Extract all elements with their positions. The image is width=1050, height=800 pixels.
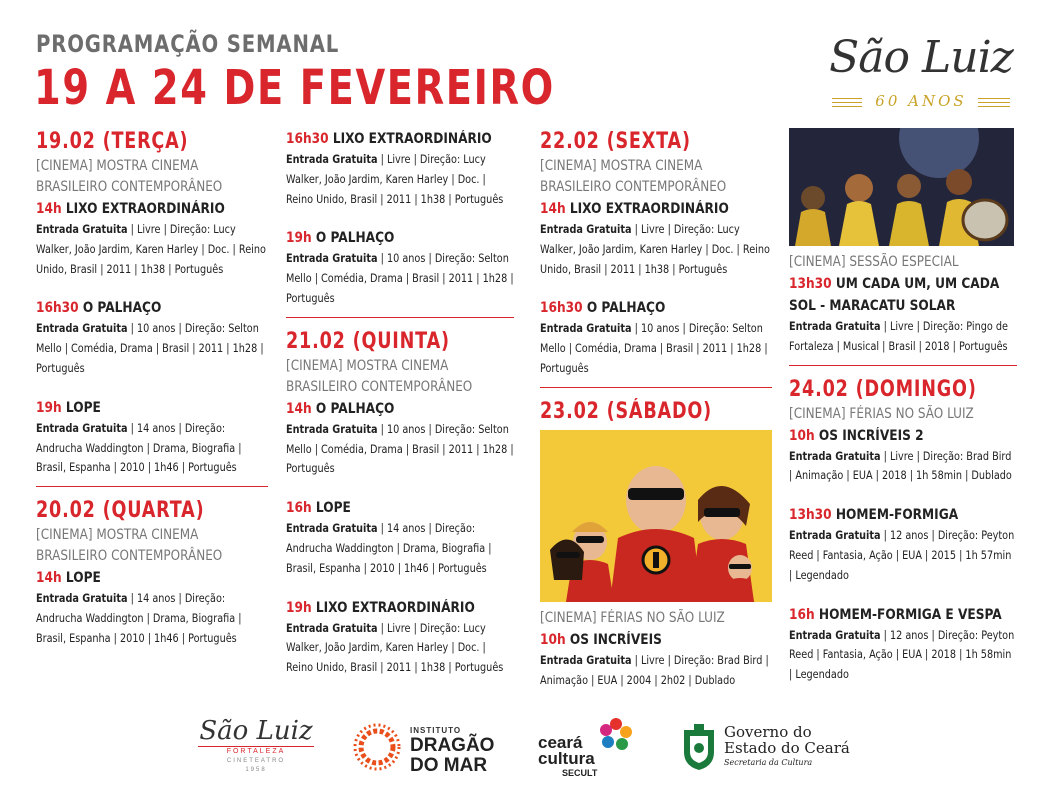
event-name: LOPE xyxy=(65,399,101,416)
event xyxy=(286,227,514,308)
event-name: LOPE xyxy=(65,570,101,587)
header-subtitle: PROGRAMAÇÃO SEMANAL xyxy=(36,30,340,58)
event-details: | 10 anos | Direção: Selton Mello | Comédia, Drama | Brasil | 2011 | 1h28 | Português xyxy=(540,321,768,375)
event-entry: Entrada Gratuita xyxy=(789,319,881,333)
event xyxy=(540,629,772,691)
event-details: | 12 anos | Direção: Peyton Reed | Fantasia, Ação | EUA | 2018 | 1h 58min | Legendado xyxy=(789,627,1015,682)
event-title xyxy=(36,567,270,589)
day-heading: 20.02 (QUARTA) xyxy=(36,498,205,524)
event-name: OS INCRÍVEIS xyxy=(569,631,662,648)
event-details: | Livre | Direção: Brad Bird | Animação | EUA | 2018 | 1h 58min | Dublado xyxy=(789,448,1012,483)
ceara-line3: SECULT xyxy=(562,768,598,778)
event-entry: Entrada Gratuita xyxy=(286,521,378,536)
logo-script: São Luiz xyxy=(829,32,1013,83)
event-entry: Entrada Gratuita xyxy=(286,152,378,166)
event-name: UM CADA UM, UM CADA SOL - MARACATU SOLAR xyxy=(789,276,1000,314)
divider xyxy=(789,365,1017,366)
event-time: 16h xyxy=(286,500,312,517)
event-details: | 10 anos | Direção: Selton Mello | Comédia, Drama | Brasil | 2011 | 1h28 | Português xyxy=(286,251,514,305)
day-heading: 19.02 (TERÇA) xyxy=(36,129,189,154)
category: [CINEMA] FÉRIAS NO SÃO LUIZ xyxy=(540,609,725,626)
footer-logo-sub1: FORTALEZA xyxy=(198,746,314,757)
event-time: 16h30 xyxy=(286,131,329,147)
event-title xyxy=(286,597,516,619)
event-info xyxy=(286,519,515,578)
event xyxy=(789,504,1017,585)
event-entry: Entrada Gratuita xyxy=(540,222,632,236)
event xyxy=(36,198,268,279)
event-name: LIXO EXTRAORDINÁRIO xyxy=(332,131,492,147)
event-time: 10h xyxy=(540,631,566,648)
event xyxy=(286,128,514,209)
category: [CINEMA] MOSTRA CINEMA BRASILEIRO CONTEMPORÂNEO xyxy=(36,527,223,565)
category: [CINEMA] SESSÃO ESPECIAL xyxy=(789,254,959,270)
maracatu-illustration xyxy=(789,128,1014,246)
event-title xyxy=(540,297,774,319)
event-entry: Entrada Gratuita xyxy=(36,591,128,606)
event-entry: Entrada Gratuita xyxy=(36,222,128,236)
ceara-line1: ceará xyxy=(538,733,583,752)
event-entry: Entrada Gratuita xyxy=(789,627,881,642)
day-heading: 23.02 (SÁBADO) xyxy=(540,398,712,424)
sao-luiz-60-logo xyxy=(826,30,1016,116)
flower-icon xyxy=(598,716,634,752)
governo-line2: Estado do Ceará xyxy=(724,739,850,757)
event-details: | 12 anos | Direção: Peyton Reed | Fantasia, Ação | EUA | 2015 | 1h 57min | Legendado xyxy=(789,528,1015,582)
event xyxy=(286,398,514,479)
event-info xyxy=(789,526,1018,585)
event-entry: Entrada Gratuita xyxy=(789,528,881,543)
dragao-line1: INSTITUTO xyxy=(410,726,462,735)
event-info xyxy=(36,589,269,648)
event xyxy=(789,273,1017,357)
event-entry: Entrada Gratuita xyxy=(36,321,128,336)
event-title xyxy=(540,629,774,651)
event-info xyxy=(789,317,1018,357)
column-1 xyxy=(36,128,268,667)
column-3 xyxy=(540,128,772,708)
event-details: | 10 anos | Direção: Selton Mello | Comédia, Drama | Brasil | 2011 | 1h28 | Português xyxy=(286,421,514,476)
event-time: 14h xyxy=(540,201,566,217)
category: [CINEMA] MOSTRA CINEMA BRASILEIRO CONTEMPORÂNEO xyxy=(36,158,223,195)
incredibles-image xyxy=(540,430,772,602)
event-name: LIXO EXTRAORDINÁRIO xyxy=(315,599,475,616)
event-name: HOMEM-FORMIGA xyxy=(835,507,959,524)
divider xyxy=(36,486,268,487)
event-info xyxy=(286,420,515,479)
event-details: | 14 anos | Direção: Andrucha Waddington | Drama, Biografia | Brasil, Espanha | 2010 | 1h46 | Português xyxy=(286,521,492,575)
day-heading: 21.02 (QUINTA) xyxy=(286,328,450,354)
event-details: | Livre | Direção: Lucy Walker, João Jardim, Karen Harley | Doc. | Reino Unido, Brasil | 2011 | 1h38 | Português xyxy=(286,620,504,675)
event-entry: Entrada Gratuita xyxy=(286,620,378,635)
event-details: | 14 anos | Direção: Andrucha Waddington | Drama, Biografia | Brasil, Espanha | 2010 | 1h46 | Português xyxy=(36,420,242,475)
event-title xyxy=(789,604,1019,626)
event-entry: Entrada Gratuita xyxy=(286,251,378,266)
dragao-do-mar-logo xyxy=(352,716,502,778)
event-title xyxy=(789,273,1019,317)
event-name: O PALHAÇO xyxy=(315,230,395,247)
event-info xyxy=(540,651,773,691)
divider xyxy=(540,387,772,388)
footer-logo-sub3: 1958 xyxy=(245,767,267,773)
event-time: 10h xyxy=(789,427,815,444)
category: [CINEMA] MOSTRA CINEMA BRASILEIRO CONTEMPORÂNEO xyxy=(286,357,473,395)
event-name: O PALHAÇO xyxy=(315,400,395,417)
event-details: | Livre | Direção: Brad Bird | Animação | EUA | 2004 | 2h02 | Dublado xyxy=(540,652,769,687)
event-entry: Entrada Gratuita xyxy=(540,652,632,667)
event-title xyxy=(286,227,516,249)
event-name: LIXO EXTRAORDINÁRIO xyxy=(569,201,729,217)
event xyxy=(286,597,514,678)
event-time: 19h xyxy=(286,230,312,247)
event-time: 19h xyxy=(286,599,312,616)
governo-line1: Governo do xyxy=(724,723,812,741)
event-time: 14h xyxy=(36,201,62,217)
event xyxy=(540,297,772,378)
event-title xyxy=(789,504,1019,526)
event-time: 19h xyxy=(36,399,62,416)
event-name: HOMEM-FORMIGA E VESPA xyxy=(818,606,1002,623)
event-entry: Entrada Gratuita xyxy=(789,448,881,463)
event xyxy=(36,397,268,478)
day-heading: 24.02 (DOMINGO) xyxy=(789,376,977,402)
event-details: | Livre | Direção: Lucy Walker, João Jardim, Karen Harley | Doc. | Reino Unido, Brasil | 2011 | 1h38 | Português xyxy=(540,222,770,276)
event-title xyxy=(540,198,774,220)
event-title xyxy=(286,128,516,150)
event-title xyxy=(36,297,270,319)
event-details: | Livre | Direção: Lucy Walker, João Jardim, Karen Harley | Doc. | Reino Unido, Brasil | 2011 | 1h38 | Português xyxy=(36,222,266,276)
page-title: 19 A 24 DE FEVEREIRO xyxy=(34,60,555,116)
sun-ring-icon xyxy=(352,722,402,772)
event-entry: Entrada Gratuita xyxy=(286,421,378,436)
event-entry: Entrada Gratuita xyxy=(540,321,632,336)
event-info xyxy=(286,249,515,308)
event-entry: Entrada Gratuita xyxy=(36,420,128,435)
event-info xyxy=(540,220,773,279)
category: [CINEMA] FÉRIAS NO SÃO LUIZ xyxy=(789,405,974,422)
dragao-line2: DRAGÃO xyxy=(410,735,495,756)
event-info xyxy=(286,619,515,678)
coat-of-arms-icon xyxy=(680,722,718,772)
event-info xyxy=(286,150,515,209)
ceara-cultura-logo xyxy=(538,716,638,782)
divider xyxy=(286,317,514,318)
event-time: 13h30 xyxy=(789,276,832,292)
event xyxy=(36,567,268,648)
event-time: 14h xyxy=(36,570,62,587)
event-details: | Livre | Direção: Pingo de Fortaleza | Musical | Brasil | 2018 | Português xyxy=(789,319,1009,353)
category: [CINEMA] MOSTRA CINEMA BRASILEIRO CONTEMPORÂNEO xyxy=(540,158,727,195)
column-2 xyxy=(286,128,514,696)
maracatu-photo xyxy=(789,128,1014,246)
event-info xyxy=(36,419,269,478)
event-info xyxy=(540,319,773,378)
governo-line3: Secretaria da Cultura xyxy=(724,758,813,767)
footer-logo-script: São Luiz xyxy=(199,716,313,746)
footer-logos xyxy=(0,708,1050,788)
event-info xyxy=(36,319,269,378)
event xyxy=(540,198,772,279)
event-title xyxy=(36,198,270,220)
incredibles-illustration xyxy=(540,430,772,602)
event xyxy=(286,497,514,578)
event-details: | 14 anos | Direção: Andrucha Waddington | Drama, Biografia | Brasil, Espanha | 2010 | 1h46 | Português xyxy=(36,591,242,645)
ceara-line2: cultura xyxy=(538,749,595,768)
event-time: 14h xyxy=(286,400,312,417)
event-title xyxy=(36,397,270,419)
day-heading: 22.02 (SEXTA) xyxy=(540,129,691,154)
dragao-line3: DO MAR xyxy=(410,755,488,776)
event xyxy=(789,425,1017,487)
event-info xyxy=(789,626,1018,685)
event-title xyxy=(286,497,516,519)
event-name: O PALHAÇO xyxy=(82,300,162,317)
event-name: LIXO EXTRAORDINÁRIO xyxy=(65,201,225,217)
logo-anos: 60 ANOS xyxy=(875,92,967,110)
footer-logo-sub2: CINETEATRO xyxy=(226,758,286,764)
event-title xyxy=(789,425,1019,447)
event-details: | Livre | Direção: Lucy Walker, João Jardim, Karen Harley | Doc. | Reino Unido, Brasil | 2011 | 1h38 | Português xyxy=(286,152,504,206)
event-name: OS INCRÍVEIS 2 xyxy=(818,427,924,444)
event-time: 13h30 xyxy=(789,507,832,524)
event-info xyxy=(36,220,269,279)
event xyxy=(36,297,268,378)
event-details: | 10 anos | Direção: Selton Mello | Comédia, Drama | Brasil | 2011 | 1h28 | Português xyxy=(36,321,264,375)
event-info xyxy=(789,447,1018,487)
column-4 xyxy=(789,128,1017,703)
event xyxy=(789,604,1017,685)
event-name: LOPE xyxy=(315,500,351,517)
event-name: O PALHAÇO xyxy=(586,300,666,317)
event-time: 16h30 xyxy=(540,300,583,317)
governo-ceara-logo xyxy=(680,716,860,782)
event-time: 16h xyxy=(789,606,815,623)
event-title xyxy=(286,398,516,420)
event-time: 16h30 xyxy=(36,300,79,317)
sao-luiz-fortaleza-logo xyxy=(198,716,314,775)
